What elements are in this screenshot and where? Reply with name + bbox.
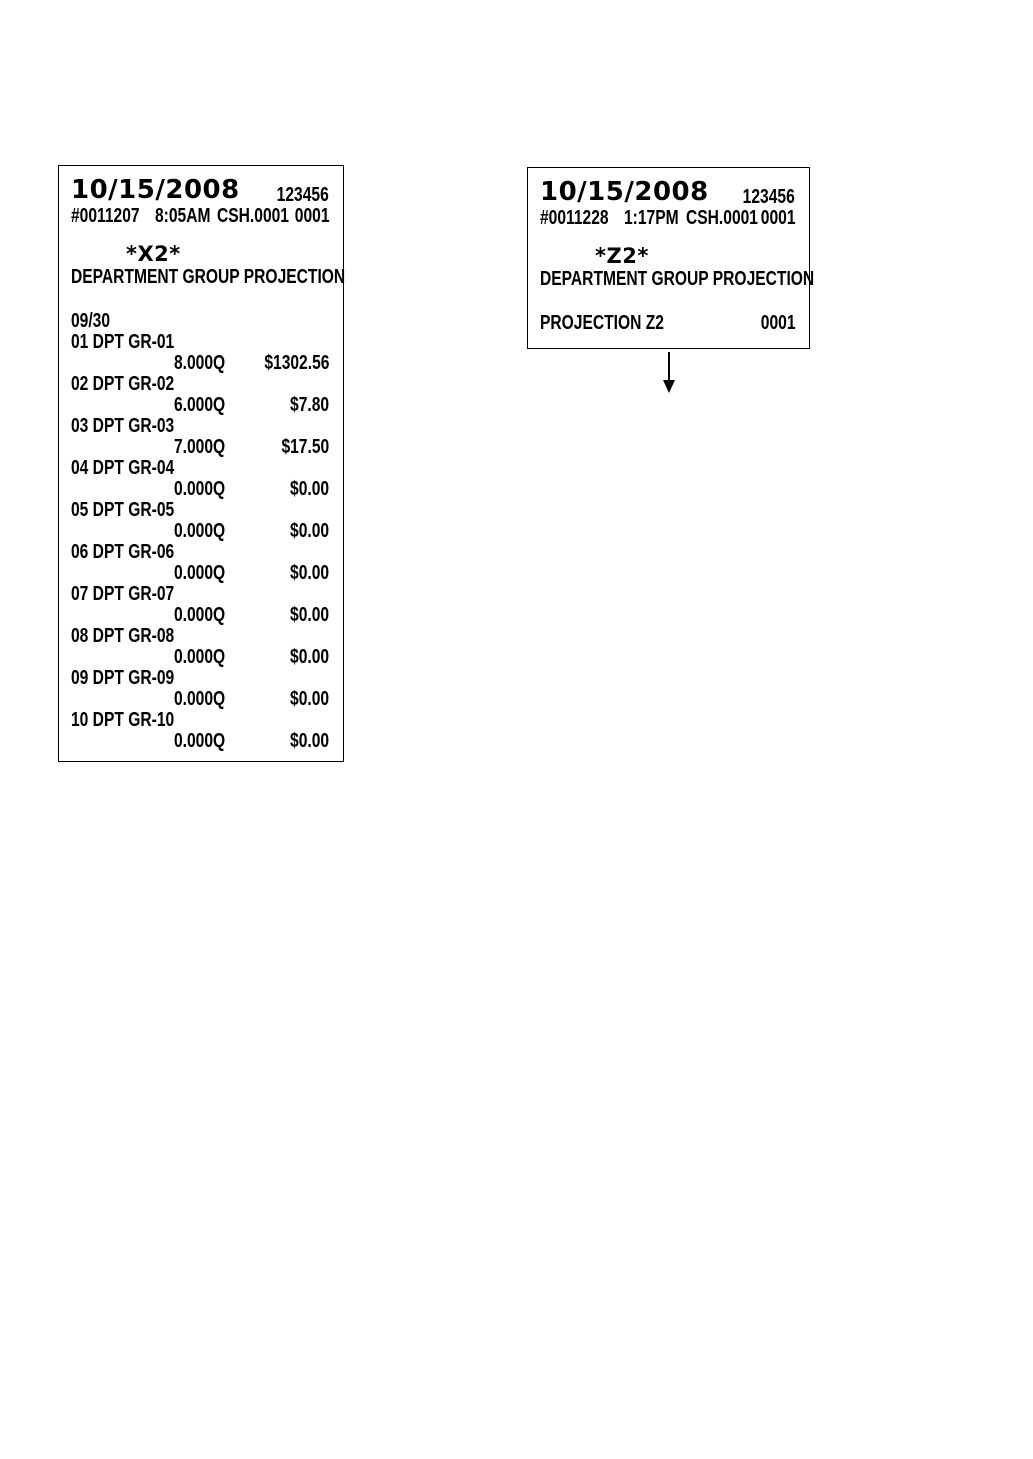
- group-amount: $0.00: [289, 688, 329, 710]
- consecutive-number: #0011207: [71, 205, 140, 227]
- group-values-row: [71, 521, 329, 541]
- register-number: 0001: [294, 205, 329, 227]
- group-amount: $0.00: [289, 478, 329, 500]
- group-quantity: 0.000Q: [174, 604, 226, 626]
- receipt-date: 10/15/2008: [71, 175, 240, 205]
- projection-count: 0001: [760, 312, 795, 334]
- cashier-code: CSH.0001: [217, 205, 289, 227]
- z2-receipt: [527, 167, 815, 349]
- group-values-row: [71, 353, 329, 373]
- group-quantity: 6.000Q: [174, 394, 226, 416]
- group-values-row: [71, 731, 329, 751]
- group-name-row: [71, 584, 329, 604]
- group-amount: $17.50: [281, 436, 329, 458]
- group-amount: $0.00: [289, 562, 329, 584]
- receipt-date: 10/15/2008: [540, 177, 709, 207]
- receipt-time: 1:17PM: [624, 207, 679, 229]
- group-name: 03 DPT GR-03: [71, 415, 175, 437]
- group-name-row: [71, 374, 329, 394]
- mode-title: *X2*: [126, 242, 181, 266]
- period-row: [71, 311, 329, 331]
- group-name-row: [71, 416, 329, 436]
- report-period: 09/30: [71, 310, 111, 332]
- receipt-info-row: [71, 206, 329, 226]
- machine-number: 123456: [742, 186, 795, 208]
- x2-receipt: [58, 165, 344, 762]
- receipt-info-row: [540, 208, 795, 228]
- receipt-time: 8:05AM: [155, 205, 211, 227]
- group-values-row: [71, 437, 329, 457]
- machine-number: 123456: [276, 184, 329, 206]
- group-quantity: 0.000Q: [174, 730, 226, 752]
- group-name-row: [71, 626, 329, 646]
- group-amount: $7.80: [289, 394, 329, 416]
- group-values-row: [71, 395, 329, 415]
- group-name-row: [71, 332, 329, 352]
- report-title-row: [540, 268, 815, 290]
- group-quantity: 0.000Q: [174, 688, 226, 710]
- group-quantity: 0.000Q: [174, 478, 226, 500]
- group-values-row: [71, 647, 329, 667]
- group-name: 04 DPT GR-04: [71, 457, 175, 479]
- receipt-header-date-row: [71, 175, 329, 206]
- consecutive-number: #0011228: [540, 207, 609, 229]
- group-amount: $1302.56: [263, 352, 329, 374]
- group-name-row: [71, 458, 329, 478]
- group-name: 10 DPT GR-10: [71, 709, 175, 731]
- group-name-row: [71, 668, 329, 688]
- group-name-row: [71, 542, 329, 562]
- group-amount: $0.00: [289, 520, 329, 542]
- group-values-row: [71, 563, 329, 583]
- group-name: 02 DPT GR-02: [71, 373, 175, 395]
- group-name: 07 DPT GR-07: [71, 583, 175, 605]
- group-quantity: 0.000Q: [174, 562, 226, 584]
- cashier-code: CSH.0001: [686, 207, 758, 229]
- group-amount: $0.00: [289, 646, 329, 668]
- down-arrow-icon: [662, 352, 676, 394]
- group-name: 06 DPT GR-06: [71, 541, 175, 563]
- group-values-row: [71, 479, 329, 499]
- report-title: DEPARTMENT GROUP PROJECTION: [71, 266, 346, 288]
- group-name: 05 DPT GR-05: [71, 499, 175, 521]
- receipt-header-date-row: [540, 177, 795, 208]
- group-values-row: [71, 689, 329, 709]
- group-name: 09 DPT GR-09: [71, 667, 175, 689]
- report-title-row: [71, 266, 346, 288]
- projection-label: PROJECTION Z2: [540, 312, 664, 334]
- group-quantity: 0.000Q: [174, 520, 226, 542]
- group-name-row: [71, 500, 329, 520]
- report-title: DEPARTMENT GROUP PROJECTION: [540, 268, 815, 290]
- group-name: 01 DPT GR-01: [71, 331, 175, 353]
- mode-title: *Z2*: [595, 244, 649, 268]
- register-number: 0001: [760, 207, 795, 229]
- group-quantity: 0.000Q: [174, 646, 226, 668]
- group-name-row: [71, 710, 329, 730]
- group-amount: $0.00: [289, 730, 329, 752]
- group-quantity: 8.000Q: [174, 352, 226, 374]
- group-amount: $0.00: [289, 604, 329, 626]
- projection-row: [540, 313, 795, 333]
- group-quantity: 7.000Q: [174, 436, 226, 458]
- group-values-row: [71, 605, 329, 625]
- group-name: 08 DPT GR-08: [71, 625, 175, 647]
